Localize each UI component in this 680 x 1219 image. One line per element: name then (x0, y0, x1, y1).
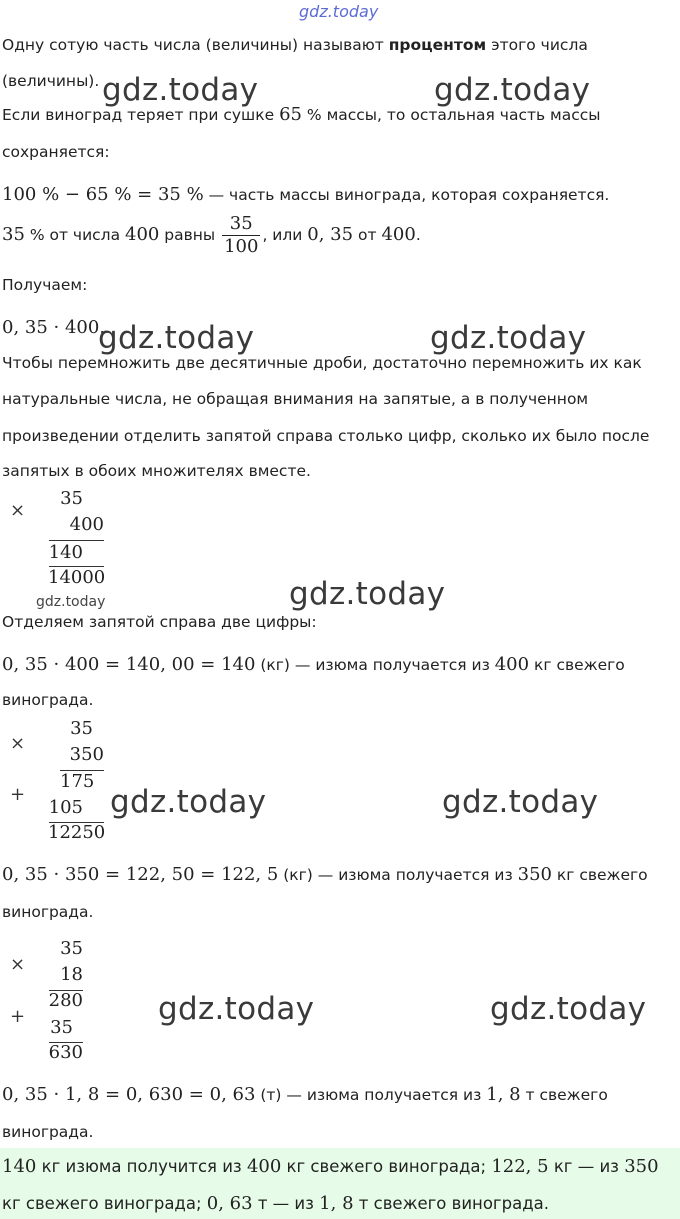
multiplier: 350 (69, 744, 104, 765)
math-expression: 0, 35 · 1, 8 = 0, 630 = 0, 63 (2, 1084, 256, 1105)
plus-sign: + (10, 1006, 26, 1027)
math: 0, 63 (206, 1193, 253, 1214)
text: (величины). (2, 72, 100, 90)
text: кг свежего винограда; (2, 1194, 207, 1213)
definition-line-2 (2, 71, 99, 91)
text: (т) — изюма получается из (255, 1086, 487, 1104)
text: этого числа (486, 36, 588, 54)
text: Одну сотую часть числа (величины) называют (2, 36, 389, 54)
text: (кг) — изюма получается из (255, 656, 495, 674)
text: от (353, 226, 382, 244)
math: 350 (517, 864, 552, 885)
multiplier: 18 (60, 964, 83, 985)
fraction (222, 213, 260, 258)
math: 400 (246, 1156, 282, 1177)
text: % от числа (24, 226, 126, 244)
watermark: gdz.today (289, 576, 446, 612)
text: т свежего (520, 1086, 608, 1104)
partial-product-2: 105 (48, 797, 83, 818)
watermark-top: gdz.today (299, 2, 379, 21)
math: 140 (2, 1156, 37, 1177)
result-350-line-2: винограда. (2, 903, 94, 921)
answer-line-1 (2, 1157, 659, 1177)
multiplicand: 35 (70, 718, 93, 739)
watermark: gdz.today (490, 991, 647, 1027)
result-label: Получаем: (2, 276, 88, 294)
text: кг свежего (529, 656, 625, 674)
text: Если виноград теряет при сушке (2, 106, 280, 124)
fraction-line (2, 210, 421, 260)
answer-line-2 (2, 1194, 549, 1214)
watermark: gdz.today (430, 320, 587, 356)
math: 400 (125, 224, 160, 245)
fraction-denominator: 100 (224, 236, 259, 257)
text: кг свежего винограда; (281, 1157, 492, 1176)
rule-line-4: запятых в обоих множителях вместе. (2, 462, 311, 480)
watermark: gdz.today (110, 784, 267, 820)
math: 400 (494, 654, 530, 675)
partial-product: 140 (48, 542, 83, 563)
text: т свежего винограда. (353, 1194, 549, 1213)
text: т — из (252, 1194, 320, 1213)
product: 630 (48, 1042, 83, 1063)
paragraph-loss-line-1 (2, 105, 601, 125)
definition-line-1 (2, 35, 588, 55)
watermark: gdz.today (102, 72, 259, 108)
multiply-sign: × (10, 954, 26, 975)
fraction-numerator: 35 (222, 213, 260, 236)
math: 1, 8 (486, 1084, 521, 1105)
separator-line (49, 540, 104, 541)
term-bold: процентом (388, 36, 487, 54)
math-expression: 0, 35 · 350 = 122, 50 = 122, 5 (2, 864, 279, 885)
multiplicand: 35 (60, 938, 83, 959)
multiply-sign: × (10, 500, 26, 521)
rule-line-3: произведении отделить запятой справа столько цифр, сколько их было после (2, 427, 650, 445)
multiplicand: 35 (60, 488, 83, 509)
math: 1, 8 (319, 1193, 354, 1214)
text: % массы, то остальная часть массы (301, 106, 601, 124)
text: , или (262, 226, 308, 244)
text: кг свежего (551, 866, 648, 884)
partial-product-2: 35 (50, 1017, 73, 1038)
math: 122, 5 (491, 1156, 549, 1177)
result-400-line-2: винограда. (2, 691, 94, 709)
math-expression: 100 % − 65 % = 35 % (2, 184, 204, 205)
result-400-line-1 (2, 655, 625, 675)
partial-product-1: 175 (60, 771, 95, 792)
product: 14000 (48, 567, 106, 588)
separate-digits-line: Отделяем запятой справа две цифры: (2, 613, 317, 631)
text: кг изюма получится из (36, 1157, 247, 1176)
math-expression: 0, 35 · 400 = 140, 00 = 140 (2, 654, 256, 675)
rule-line-2: натуральные числа, не обращая внимания на запятые, а в полученном (2, 390, 589, 408)
rule-line-1: Чтобы перемножить две десятичные дроби, достаточно перемножить их как (2, 354, 642, 372)
text: . (415, 226, 421, 244)
product-expression: 0, 35 · 400. (2, 317, 106, 338)
math: 35 (2, 224, 25, 245)
plus-sign: + (10, 784, 26, 805)
watermark: gdz.today (434, 72, 591, 108)
text: кг — из (548, 1157, 625, 1176)
math: 0, 35 (307, 224, 354, 245)
watermark: gdz.today (98, 320, 255, 356)
percent-remaining-line (2, 185, 609, 205)
result-350-line-1 (2, 865, 648, 885)
text: (кг) — изюма получается из (278, 866, 518, 884)
text: — часть массы винограда, которая сохраняется. (203, 186, 610, 204)
multiply-sign: × (10, 733, 26, 754)
watermark: gdz.today (158, 991, 315, 1027)
partial-product-1: 280 (48, 990, 83, 1011)
product: 12250 (48, 822, 106, 843)
result-1-8-line-2: винограда. (2, 1123, 94, 1141)
math: 350 (624, 1156, 659, 1177)
math: 400 (381, 224, 416, 245)
paragraph-loss-line-2 (2, 142, 110, 162)
watermark: gdz.today (442, 784, 599, 820)
watermark-small: gdz.today (36, 594, 106, 610)
text: сохраняется: (2, 143, 110, 161)
math: 65 (279, 104, 302, 125)
multiplier: 400 (69, 514, 104, 535)
text: равны (159, 226, 221, 244)
answer-box (0, 1148, 680, 1219)
result-1-8-line-1 (2, 1085, 608, 1105)
